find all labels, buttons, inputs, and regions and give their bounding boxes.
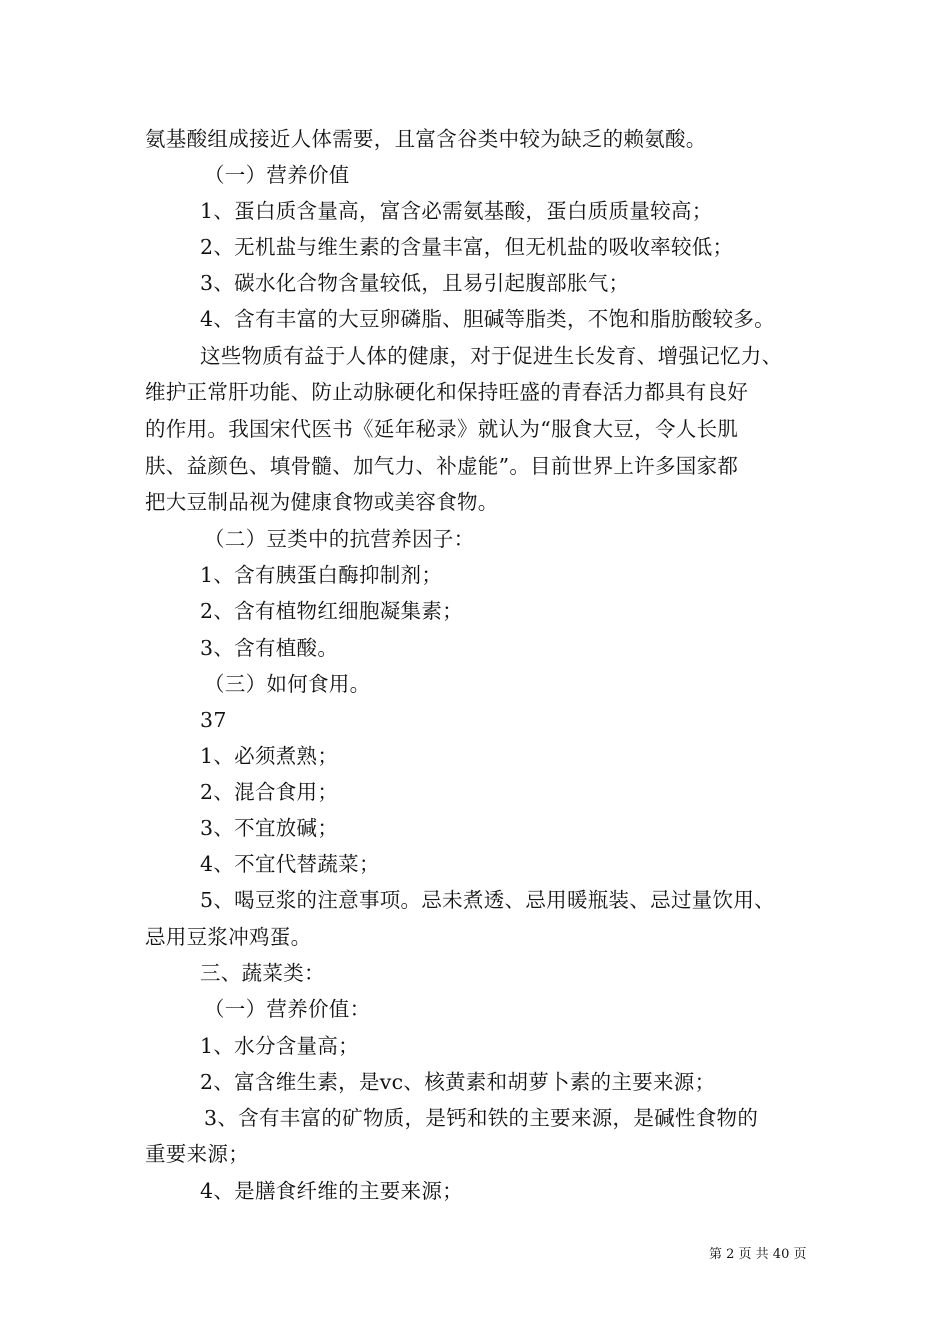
section-heading: （一）营养价值： (204, 997, 371, 1021)
section-heading: （三）如何食用。 (204, 672, 371, 696)
paragraph-line: 重要来源； (145, 1142, 249, 1166)
list-item: 2、含有植物红细胞凝集素； (200, 599, 463, 623)
paragraph-line: 忌用豆浆冲鸡蛋。 (145, 925, 312, 949)
list-item: 5、喝豆浆的注意事项。忌未煮透、忌用暖瓶装、忌过量饮用、 (200, 888, 775, 912)
paragraph-line: 的作用。我国宋代医书《延年秘录》就认为“服食大豆，令人长肌 (145, 417, 739, 441)
paragraph-line: 把大豆制品视为健康食物或美容食物。 (145, 490, 499, 514)
list-item: 1、必须煮熟； (200, 744, 339, 768)
list-item: 3、含有丰富的矿物质，是钙和铁的主要来源，是碱性食物的 (204, 1106, 759, 1130)
list-item: 4、不宜代替蔬菜； (200, 852, 380, 876)
list-item: 4、含有丰富的大豆卵磷脂、胆碱等脂类，不饱和脂肪酸较多。 (200, 307, 775, 331)
list-item: 2、富含维生素，是vc、核黄素和胡萝卜素的主要来源； (200, 1070, 716, 1094)
list-item: 3、不宜放碱； (200, 816, 339, 840)
list-item: 3、碳水化合物含量较低，且易引起腹部胀气； (200, 271, 630, 295)
list-item: 4、是膳食纤维的主要来源； (200, 1179, 463, 1203)
paragraph-line: 维护正常肝功能、防止动脉硬化和保持旺盛的青春活力都具有良好 (145, 380, 749, 404)
paragraph-line: 肤、益颜色、填骨髓、加气力、补虚能”。目前世界上许多国家都 (145, 454, 739, 478)
text-line: 氨基酸组成接近人体需要，且富含谷类中较为缺乏的赖氨酸。 (145, 127, 707, 151)
list-item: 2、无机盐与维生素的含量丰富，但无机盐的吸收率较低； (200, 235, 734, 259)
section-heading: （一）营养价值 (204, 163, 350, 187)
page-footer: 第 2 页 共 40 页 (709, 1247, 807, 1262)
list-item: 2、混合食用； (200, 780, 339, 804)
page-number-inline: 37 (200, 708, 227, 732)
list-item: 1、含有胰蛋白酶抑制剂； (200, 563, 443, 587)
paragraph-line: 这些物质有益于人体的健康，对于促进生长发育、增强记忆力、 (200, 344, 783, 368)
section-heading: （二）豆类中的抗营养因子： (204, 527, 475, 551)
list-item: 3、含有植酸。 (200, 636, 339, 660)
section-heading: 三、蔬菜类： (200, 961, 325, 985)
list-item: 1、水分含量高； (200, 1034, 359, 1058)
list-item: 1、蛋白质含量高，富含必需氨基酸，蛋白质质量较高； (200, 199, 713, 223)
